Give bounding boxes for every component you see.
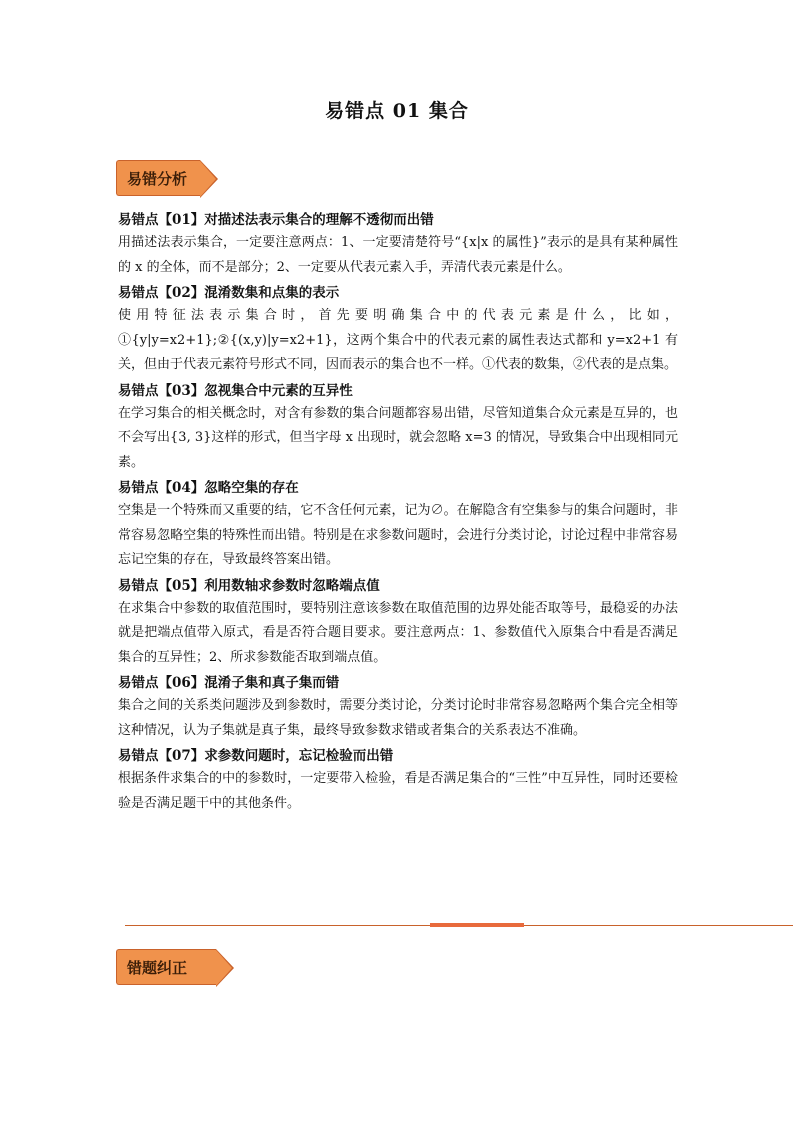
section-tag-label: 易错分析 [116, 160, 200, 196]
item-body-04: 空集是一个特殊而又重要的结，它不含任何元素，记为∅。在解隐含有空集参与的集合问题时，非常容易忽略空集的特殊性而出错。特别是在求参数问题时，会进行分类讨论，讨论过程中非常容易忘记空集的存在，导致最终答案出错。 [118, 503, 678, 567]
item-body-02: 使用特征法表示集合时，首先要明确集合中的代表元素是什么，比如，①{y|y=x2+1};②{(x,y)|y=x2+1}，这两个集合中的代表元素的属性表达式都和 y=x2+1 有关，但由于代表元素符号形式不同，因而表示的集合也不一样。①代表的数集，②代表的是点集。 [118, 308, 678, 372]
section-divider-accent [430, 923, 524, 927]
item-heading-02: 易错点【02】混淆数集和点集的表示 [118, 285, 340, 301]
tag-arrow-fill [216, 950, 232, 986]
item-body-05: 在求集合中参数的取值范围时，要特别注意该参数在取值范围的边界处能否取等号，最稳妥的办法就是把端点值带入原式，看是否符合题目要求。要注意两点：1、参数值代入原集合中看是否满足集合的互异性；2、所求参数能否取到端点值。 [118, 600, 678, 665]
item-heading-05: 易错点【05】利用数轴求参数时忽略端点值 [118, 577, 380, 594]
section-tag-label: 错题纠正 [116, 949, 216, 985]
item-heading-04: 易错点【04】忽略空集的存在 [118, 480, 299, 496]
item-heading-03: 易错点【03】忽视集合中元素的互异性 [118, 382, 353, 399]
document-title: 易错点 01 集合 [325, 100, 469, 122]
tag-arrow-fill [200, 161, 216, 197]
item-body-06: 集合之间的关系类问题涉及到参数时，需要分类讨论，分类讨论时非常容易忽略两个集合完全相等这种情况，认为子集就是真子集，最终导致参数求错或者集合的关系表达不准确。 [118, 698, 678, 738]
item-body-03: 在学习集合的相关概念时，对含有参数的集合问题都容易出错，尽管知道集合众元素是互异的，也不会写出{3, 3}这样的形式，但当字母 x 出现时，就会忽略 x=3 的情况，导致集合中出现相同元素。 [118, 405, 678, 470]
item-body-01: 用描述法表示集合，一定要注意两点：1、一定要清楚符号“{x|x 的属性}”表示的是具有某种属性的 x 的全体，而不是部分；2、一定要从代表元素入手，弄清代表元素是什么。 [118, 235, 678, 275]
item-heading-07: 易错点【07】求参数问题时，忘记检验而出错 [118, 748, 394, 764]
item-heading-01: 易错点【01】对描述法表示集合的理解不透彻而出错 [118, 212, 434, 228]
item-body-07: 根据条件求集合的中的参数时，一定要带入检验，看是否满足集合的“三性”中互异性，同时还要检验是否满足题干中的其他条件。 [118, 771, 678, 811]
item-heading-06: 易错点【06】混淆子集和真子集而错 [118, 675, 340, 691]
analysis-content [118, 209, 678, 818]
